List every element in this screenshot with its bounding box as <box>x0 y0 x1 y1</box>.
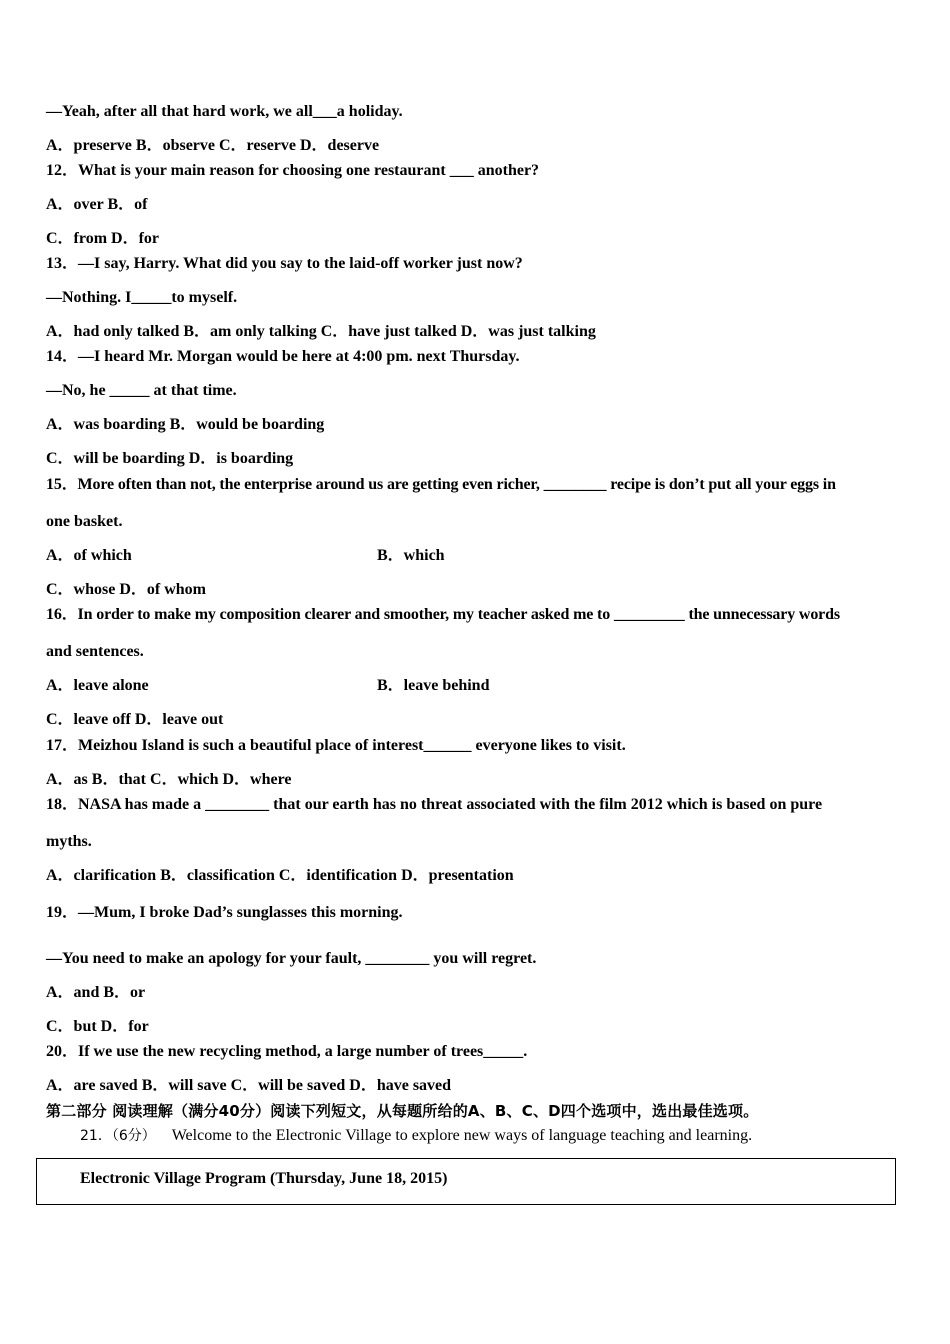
q21-text: Welcome to the Electronic Village to explore new ways of language teaching and learning. <box>171 1127 753 1144</box>
q11-dialogue-line: —Yeah, after all that hard work, we all___a holiday. <box>46 103 403 120</box>
q18-stem-continued: myths. <box>46 833 92 850</box>
q20-options: A．are saved B．will save C．will be saved D．have saved <box>46 1077 452 1094</box>
q17-options: A．as B．that C．which D．where <box>46 771 292 788</box>
q15-options-row2: C．whose D．of whom <box>46 581 207 598</box>
q21-intro <box>80 1126 752 1146</box>
q15-option-a: A．of which <box>46 547 132 564</box>
q19-options-row2: C．but D．for <box>46 1018 149 1035</box>
q17-stem: 17．Meizhou Island is such a beautiful place of interest______ everyone likes to visit. <box>46 737 626 754</box>
q16-option-a: A．leave alone <box>46 677 149 694</box>
q21-number: 21．（6分） <box>80 1128 156 1144</box>
q13-reply: —Nothing. I_____to myself. <box>46 289 238 306</box>
program-title: Electronic Village Program (Thursday, June 18, 2015) <box>80 1170 448 1187</box>
q19-reply: —You need to make an apology for your fault, ________ you will regret. <box>46 950 537 967</box>
q16-stem-continued: and sentences. <box>46 643 144 660</box>
q12-options-row2: C．from D．for <box>46 230 160 247</box>
q20-stem: 20．If we use the new recycling method, a large number of trees_____. <box>46 1043 528 1060</box>
q18-stem: 18．NASA has made a ________ that our earth has no threat associated with the film 2012 which is based on pure <box>46 796 823 813</box>
q11-options: A．preserve B．observe C．reserve D．deserve <box>46 137 380 154</box>
q14-stem: 14．—I heard Mr. Morgan would be here at 4:00 pm. next Thursday. <box>46 348 520 365</box>
section-heading: 第二部分 阅读理解（满分40分）阅读下列短文，从每题所给的A、B、C、D四个选项中，选出最佳选项。 <box>46 1102 759 1120</box>
q12-stem: 12．What is your main reason for choosing one restaurant ___ another? <box>46 162 540 179</box>
q19-options-row1: A．and B．or <box>46 984 146 1001</box>
q15-stem-continued: one basket. <box>46 513 123 530</box>
q13-options: A．had only talked B．am only talking C．have just talked D．was just talking <box>46 323 596 340</box>
q12-options-row1: A．over B．of <box>46 196 148 213</box>
q13-stem: 13．—I say, Harry. What did you say to the laid-off worker just now? <box>46 255 523 272</box>
q14-options-row1: A．was boarding B．would be boarding <box>46 416 325 433</box>
q19-stem: 19．—Mum, I broke Dad’s sunglasses this morning. <box>46 904 403 921</box>
q16-stem: 16．In order to make my composition clearer and smoother, my teacher asked me to _________ the unnecessary words <box>46 606 840 623</box>
q15-stem: 15．More often than not, the enterprise around us are getting even richer, ________ recipe is don’t put all your eggs in <box>46 476 836 493</box>
q14-reply: —No, he _____ at that time. <box>46 382 237 399</box>
q15-option-b: B．which <box>377 547 445 564</box>
q16-option-b: B．leave behind <box>377 677 490 694</box>
program-table <box>36 1158 896 1205</box>
q14-options-row2: C．will be boarding D．is boarding <box>46 450 294 467</box>
q16-options-row2: C．leave off D．leave out <box>46 711 224 728</box>
q18-options: A．clarification B．classification C．identification D．presentation <box>46 867 514 884</box>
